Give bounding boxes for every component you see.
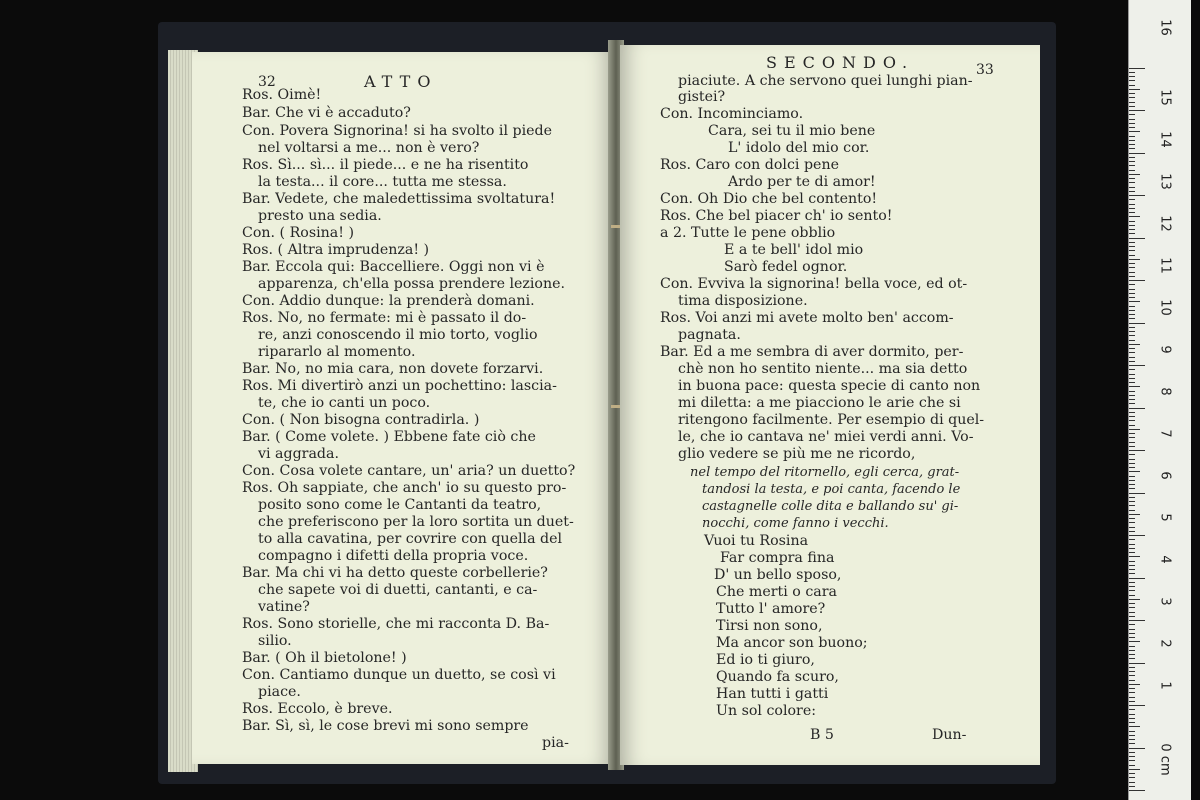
ruler-tick (1129, 297, 1135, 298)
text-line: Ros. Mi divertirò anzi un pochettino: lascia- (242, 378, 557, 394)
ruler-tick (1129, 552, 1135, 553)
ruler-tick (1129, 590, 1135, 591)
ruler-tick (1129, 344, 1140, 345)
ruler-tick (1129, 548, 1135, 549)
ruler-tick (1129, 161, 1135, 162)
text-line: glio vedere se più me ne ricordo, (678, 446, 916, 462)
ruler-tick (1129, 416, 1135, 417)
ruler-tick (1129, 446, 1135, 447)
ruler-tick (1129, 484, 1135, 485)
ruler-tick (1129, 127, 1135, 128)
ruler-tick (1129, 391, 1135, 392)
text-line: silio. (258, 633, 292, 649)
ruler-tick (1129, 697, 1135, 698)
ruler-tick (1129, 684, 1140, 685)
ruler-tick (1129, 561, 1135, 562)
ruler-tick (1129, 565, 1135, 566)
ruler-tick (1129, 425, 1135, 426)
ruler-tick (1129, 671, 1135, 672)
ruler-tick (1129, 505, 1135, 506)
text-line: Ros. Sono storielle, che mi racconta D. Ba- (242, 616, 550, 632)
stage-direction-line: nocchi, come fanno i vecchi. (702, 516, 889, 531)
text-line: te, che io canti un poco. (258, 395, 431, 411)
text-line: re, anzi conoscendo il mio torto, voglio (258, 327, 538, 343)
ruler-tick (1129, 221, 1135, 222)
ruler-label: 7 (1157, 429, 1173, 438)
ruler-tick (1129, 433, 1135, 434)
ruler-tick (1129, 701, 1135, 702)
text-line: piaciute. A che servono quei lunghi pian- (678, 73, 973, 89)
ruler-tick (1129, 408, 1145, 409)
ruler-tick (1129, 412, 1135, 413)
text-line: Con. ( Non bisogna contradirla. ) (242, 412, 480, 428)
ruler-label: 6 (1157, 471, 1173, 480)
ruler-tick (1129, 756, 1135, 757)
ruler-tick (1129, 68, 1145, 69)
right-page-number: 33 (976, 62, 994, 78)
ruler-tick (1129, 97, 1135, 98)
ruler-tick (1129, 612, 1135, 613)
ruler-tick (1129, 195, 1145, 196)
text-line: Sarò fedel ognor. (724, 259, 848, 275)
ruler-tick (1129, 89, 1140, 90)
ruler-label: 15 (1157, 89, 1173, 106)
ruler-tick (1129, 790, 1145, 791)
ruler-tick (1129, 514, 1140, 515)
verse-line: Un sol colore: (716, 703, 816, 719)
ruler-tick (1129, 187, 1135, 188)
ruler-tick (1129, 603, 1135, 604)
ruler-tick (1129, 476, 1135, 477)
ruler-tick (1129, 361, 1135, 362)
ruler-tick (1129, 569, 1135, 570)
ruler-tick (1129, 140, 1135, 141)
ruler-tick (1129, 374, 1135, 375)
ruler-tick (1129, 276, 1135, 277)
ruler-tick (1129, 556, 1140, 557)
text-line: in buona pace: questa specie di canto non (678, 378, 981, 394)
ruler-tick (1129, 378, 1135, 379)
text-line: apparenza, ch'ella possa prendere lezione. (258, 276, 566, 292)
verse-line: Han tutti i gatti (716, 686, 829, 702)
text-line: che sapete voi di duetti, cantanti, e ca- (258, 582, 538, 598)
text-line: Cara, sei tu il mio bene (708, 123, 876, 139)
ruler-tick (1129, 692, 1135, 693)
ruler-tick (1129, 250, 1135, 251)
verse-line: Ed io ti giuro, (716, 652, 815, 668)
verse-line: Far compra fina (720, 550, 835, 566)
ruler-tick (1129, 352, 1135, 353)
ruler-tick (1129, 607, 1135, 608)
ruler-tick (1129, 493, 1145, 494)
text-line: Ros. Voi anzi mi avete molto ben' accom- (660, 310, 954, 326)
verse-line: Tutto l' amore? (716, 601, 826, 617)
text-line: presto una sedia. (258, 208, 382, 224)
left-page (192, 52, 612, 764)
text-line: Bar. Sì, sì, le cose brevi mi sono sempre (242, 718, 529, 734)
stage-direction-line: castagnelle colle dita e ballando su' gi- (702, 499, 959, 514)
text-line: mi diletta: a me piacciono le arie che si (678, 395, 961, 411)
ruler-tick (1129, 578, 1145, 579)
ruler-tick (1129, 153, 1145, 154)
ruler-tick (1129, 204, 1135, 205)
text-line: Ros. Sì... sì... il piede... e ne ha risentito (242, 157, 529, 173)
right-running-header: SECONDO. (766, 53, 915, 72)
ruler-tick (1129, 420, 1135, 421)
text-line: Ros. ( Altra imprudenza! ) (242, 242, 430, 258)
ruler-tick (1129, 582, 1135, 583)
verse-line: Ma ancor son buono; (716, 635, 868, 651)
ruler-tick (1129, 646, 1135, 647)
ruler-label: 3 (1157, 597, 1173, 606)
ruler-tick (1129, 131, 1140, 132)
text-line: vi aggrada. (258, 446, 339, 462)
ruler-label: 12 (1157, 215, 1173, 232)
ruler-tick (1129, 399, 1135, 400)
text-line: Con. Evviva la signorina! bella voce, ed ot- (660, 276, 968, 292)
text-line: Ros. Eccolo, è breve. (242, 701, 393, 717)
ruler-tick (1129, 238, 1145, 239)
ruler-tick (1129, 259, 1140, 260)
right-page (620, 45, 1040, 765)
ruler-tick (1129, 667, 1135, 668)
text-line: L' idolo del mio cor. (728, 140, 870, 156)
ruler-tick (1129, 395, 1135, 396)
ruler-label: 11 (1157, 257, 1173, 274)
ruler-tick (1129, 301, 1140, 302)
ruler-tick (1129, 233, 1135, 234)
ruler-tick (1129, 510, 1135, 511)
ruler-tick (1129, 620, 1145, 621)
ruler-tick (1129, 718, 1135, 719)
text-line: compagno i difetti della propria voce. (258, 548, 529, 564)
ruler-tick (1129, 765, 1135, 766)
ruler-tick (1129, 72, 1135, 73)
ruler-tick (1129, 760, 1135, 761)
ruler-tick (1129, 429, 1140, 430)
ruler-tick (1129, 488, 1135, 489)
ruler-tick (1129, 722, 1135, 723)
ruler-tick (1129, 680, 1135, 681)
ruler-tick (1129, 293, 1135, 294)
ruler-tick (1129, 182, 1135, 183)
ruler-tick (1129, 284, 1135, 285)
ruler-tick (1129, 497, 1135, 498)
text-line: Ros. Caro con dolci pene (660, 157, 839, 173)
ruler-tick (1129, 726, 1140, 727)
catchword: pia- (542, 735, 569, 751)
ruler-tick (1129, 208, 1135, 209)
ruler-tick (1129, 624, 1135, 625)
text-line: vatine? (258, 599, 310, 615)
text-line: la testa... il core... tutta me stessa. (258, 174, 507, 190)
ruler-tick (1129, 743, 1135, 744)
text-line: Bar. Che vi è accaduto? (242, 105, 411, 121)
ruler-tick (1129, 246, 1135, 247)
ruler-tick (1129, 310, 1135, 311)
text-line: to alla cavatina, per covrire con quella del (258, 531, 563, 547)
left-page-number: 32 (258, 74, 276, 90)
ruler-tick (1129, 382, 1135, 383)
ruler-tick (1129, 174, 1140, 175)
ruler-label: 9 (1157, 345, 1173, 354)
ruler-tick (1129, 331, 1135, 332)
catchword: Dun- (932, 727, 967, 743)
text-line: Con. Incominciamo. (660, 106, 804, 122)
ruler-tick (1129, 335, 1135, 336)
verse-line: Che merti o cara (716, 584, 837, 600)
ruler-tick (1129, 123, 1135, 124)
ruler-tick (1129, 463, 1135, 464)
ruler-tick (1129, 459, 1135, 460)
ruler-tick (1129, 386, 1140, 387)
ruler-tick (1129, 437, 1135, 438)
ruler-tick (1129, 501, 1135, 502)
ruler-tick (1129, 80, 1135, 81)
ruler-tick (1129, 280, 1145, 281)
text-line: posito sono come le Cantanti da teatro, (258, 497, 542, 513)
ruler-tick (1129, 170, 1135, 171)
ruler-tick (1129, 114, 1135, 115)
ruler-tick (1129, 522, 1135, 523)
ruler-tick (1129, 165, 1135, 166)
ruler-tick (1129, 586, 1135, 587)
ruler-tick (1129, 102, 1135, 103)
ruler-tick (1129, 663, 1145, 664)
text-line: E a te bell' idol mio (724, 242, 864, 258)
text-line: tima disposizione. (678, 293, 808, 309)
ruler-tick (1129, 340, 1135, 341)
ruler-tick (1129, 178, 1135, 179)
ruler-label: 10 (1157, 299, 1173, 316)
text-line: Bar. Ma chi vi ha detto queste corbellerie? (242, 565, 548, 581)
ruler-tick (1129, 573, 1135, 574)
ruler-tick (1129, 229, 1135, 230)
ruler-tick (1129, 539, 1135, 540)
text-line: ripararlo al momento. (258, 344, 416, 360)
stage-direction-line: nel tempo del ritornello, egli cerca, grat- (690, 465, 960, 480)
ruler-tick (1129, 191, 1135, 192)
measurement-ruler (1128, 0, 1191, 800)
ruler-label: 13 (1157, 173, 1173, 190)
ruler-tick (1129, 144, 1135, 145)
verse-line: Vuoi tu Rosina (704, 533, 809, 549)
text-line: Con. Addio dunque: la prenderà domani. (242, 293, 535, 309)
ruler-tick (1129, 688, 1135, 689)
ruler-tick (1129, 786, 1135, 787)
ruler-label: 8 (1157, 387, 1173, 396)
ruler-tick (1129, 255, 1135, 256)
ruler-tick (1129, 544, 1135, 545)
verse-line: Quando fa scuro, (716, 669, 839, 685)
ruler-tick (1129, 731, 1135, 732)
ruler-label: 0 cm (1157, 743, 1173, 776)
ruler-label: 5 (1157, 513, 1173, 522)
ruler-tick (1129, 454, 1135, 455)
verse-line: Tirsi non sono, (716, 618, 823, 634)
ruler-tick (1129, 650, 1135, 651)
text-line: Bar. Ed a me sembra di aver dormito, per- (660, 344, 964, 360)
text-line: chè non ho sentito niente... ma sia detto (678, 361, 968, 377)
ruler-tick (1129, 369, 1135, 370)
ruler-tick (1129, 773, 1135, 774)
ruler-tick (1129, 106, 1135, 107)
ruler-tick (1129, 782, 1135, 783)
ruler-tick (1129, 76, 1135, 77)
ruler-tick (1129, 242, 1135, 243)
ruler-tick (1129, 136, 1135, 137)
ruler-tick (1129, 714, 1135, 715)
ruler-tick (1129, 709, 1135, 710)
ruler-tick (1129, 225, 1135, 226)
ruler-tick (1129, 467, 1135, 468)
ruler-tick (1129, 705, 1145, 706)
ruler-tick (1129, 654, 1135, 655)
ruler-tick (1129, 777, 1135, 778)
signature-mark: B 5 (810, 727, 834, 743)
ruler-tick (1129, 93, 1135, 94)
text-line: Bar. ( Oh il bietolone! ) (242, 650, 407, 666)
ruler-tick (1129, 306, 1135, 307)
ruler-tick (1129, 629, 1135, 630)
ruler-tick (1129, 641, 1140, 642)
ruler-tick (1129, 527, 1135, 528)
ruler-tick (1129, 348, 1135, 349)
ruler-tick (1129, 748, 1145, 749)
ruler-tick (1129, 535, 1145, 536)
ruler-tick (1129, 531, 1135, 532)
ruler-tick (1129, 518, 1135, 519)
text-line: pagnata. (678, 327, 741, 343)
ruler-tick (1129, 480, 1135, 481)
ruler-tick (1129, 403, 1135, 404)
text-line: Ros. Oh sappiate, che anch' io su questo pro- (242, 480, 567, 496)
ruler-tick (1129, 633, 1135, 634)
ruler-label: 16 (1157, 19, 1173, 36)
text-line: Con. Cosa volete cantare, un' aria? un duetto? (242, 463, 576, 479)
ruler-tick (1129, 263, 1135, 264)
ruler-tick (1129, 357, 1135, 358)
text-line: Bar. ( Come volete. ) Ebbene fate ciò che (242, 429, 536, 445)
text-line: che preferiscono per la loro sortita un duet- (258, 514, 574, 530)
text-line: Ardo per te di amor! (728, 174, 876, 190)
ruler-label: 14 (1157, 131, 1173, 148)
text-line: Bar. Vedete, che maledettissima svoltatura! (242, 191, 556, 207)
text-line: Bar. Eccola qui: Baccelliere. Oggi non vi è (242, 259, 545, 275)
left-running-header: ATTO (364, 72, 438, 91)
ruler-label: 1 (1157, 681, 1173, 690)
ruler-tick (1129, 752, 1135, 753)
text-line: le, che io cantava ne' miei verdi anni. Vo- (678, 429, 974, 445)
ruler-tick (1129, 272, 1135, 273)
stage-direction-line: tandosi la testa, e poi canta, facendo le (702, 482, 961, 497)
text-line: Con. Oh Dio che bel contento! (660, 191, 878, 207)
ruler-tick (1129, 212, 1135, 213)
text-line: piace. (258, 684, 301, 700)
ruler-tick (1129, 157, 1135, 158)
ruler-tick (1129, 471, 1140, 472)
ruler-tick (1129, 199, 1135, 200)
text-line: Con. Cantiamo dunque un duetto, se così vi (242, 667, 556, 683)
text-line: ritengono facilmente. Per esempio di quel- (678, 412, 985, 428)
ruler-tick (1129, 442, 1135, 443)
text-line: gistei? (678, 89, 726, 105)
ruler-tick (1129, 735, 1135, 736)
ruler-tick (1129, 110, 1145, 111)
ruler-tick (1129, 119, 1135, 120)
text-line: nel voltarsi a me... non è vero? (258, 140, 480, 156)
ruler-tick (1129, 318, 1135, 319)
ruler-label: 4 (1157, 555, 1173, 564)
text-line: Ros. No, no fermate: mi è passato il do- (242, 310, 527, 326)
ruler-tick (1129, 675, 1135, 676)
text-line: Ros. Che bel piacer ch' io sento! (660, 208, 893, 224)
ruler-tick (1129, 658, 1135, 659)
text-line: Con. Povera Signorina! si ha svolto il piede (242, 123, 553, 139)
text-line: Bar. No, no mia cara, non dovete forzarvi. (242, 361, 544, 377)
ruler-tick (1129, 327, 1135, 328)
text-line: Ros. Oimè! (242, 87, 322, 103)
text-line: Con. ( Rosina! ) (242, 225, 354, 241)
verse-line: D' un bello sposo, (714, 567, 842, 583)
ruler-tick (1129, 769, 1140, 770)
ruler-tick (1129, 739, 1135, 740)
ruler-tick (1129, 616, 1135, 617)
ruler-tick (1129, 289, 1135, 290)
ruler-tick (1129, 450, 1145, 451)
ruler-tick (1129, 323, 1145, 324)
ruler-label: 2 (1157, 639, 1173, 648)
ruler-tick (1129, 216, 1140, 217)
ruler-tick (1129, 85, 1135, 86)
ruler-tick (1129, 599, 1140, 600)
ruler-tick (1129, 595, 1135, 596)
ruler-tick (1129, 637, 1135, 638)
ruler-tick (1129, 267, 1135, 268)
ruler-tick (1129, 314, 1135, 315)
text-line: a 2. Tutte le pene obblio (660, 225, 836, 241)
ruler-tick (1129, 148, 1135, 149)
ruler-tick (1129, 365, 1145, 366)
